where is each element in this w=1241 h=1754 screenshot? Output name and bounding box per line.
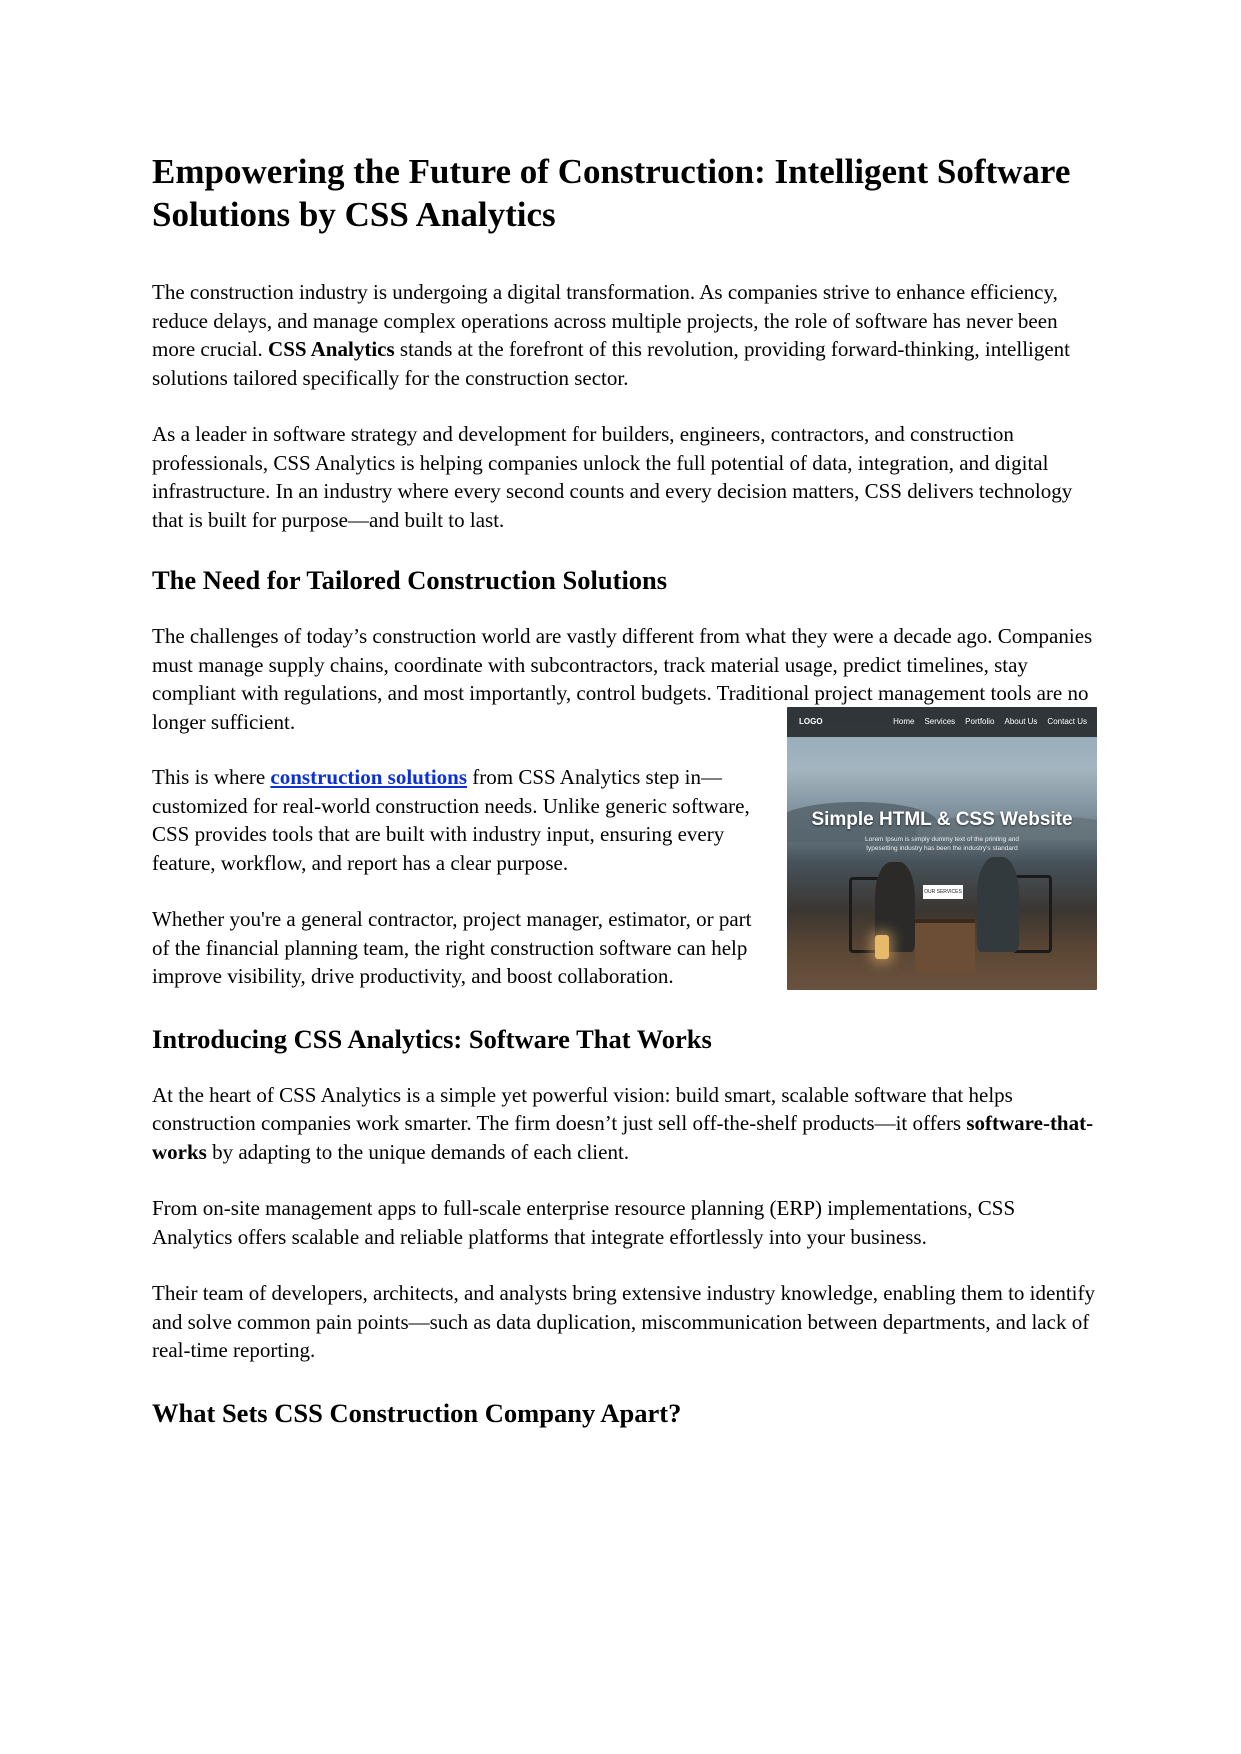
image-menu-item: Contact Us xyxy=(1047,717,1087,726)
section1-p2-text-after: from CSS Analytics step in—customized for real-world construction needs. Unlike generic software, CSS provides tools that are built with industry input, ensuring every feature, workflow, and report has a clear purpose. xyxy=(152,765,750,875)
section2-paragraph-3: Their team of developers, architects, and analysts bring extensive industry knowledge, enabling them to identify and solve common pain points—such as data duplication, miscommunication between departments, and lack of real-time reporting. xyxy=(152,1281,1095,1362)
image-table xyxy=(915,919,975,973)
construction-solutions-link[interactable]: construction solutions xyxy=(270,765,468,789)
intro-p1-text-after: stands at the forefront of this revolution, providing forward-thinking, intelligent solutions tailored specifically for the construction sector. xyxy=(152,337,1071,390)
section1-p2-text-before: This is where xyxy=(152,765,271,789)
intro-p1-bold: CSS Analytics xyxy=(268,337,395,361)
section2-paragraph-1 xyxy=(152,1081,1097,1167)
image-services-button: OUR SERVICES xyxy=(923,885,963,899)
website-preview-image xyxy=(787,707,1097,990)
image-menu-item: Portfolio xyxy=(965,717,995,726)
image-navbar xyxy=(787,707,1097,737)
section2-p1-text-before: At the heart of CSS Analytics is a simple yet powerful vision: build smart, scalable software that helps construction companies work smarter. The firm doesn’t just sell off-the-shelf products—it offers xyxy=(152,1082,1013,1135)
section2-paragraph-2: From on-site management apps to full-scale enterprise resource planning (ERP) implementations, CSS Analytics offers scalable and reliable platforms that integrate effortlessly into your business. xyxy=(152,1196,1016,1249)
section1-paragraph-3: Whether you're a general contractor, project manager, estimator, or part of the financial planning team, the right construction software can help improve visibility, drive productivity, and boost collaboration. xyxy=(152,907,752,988)
intro-paragraph-1 xyxy=(152,278,1097,392)
intro-p1-text-before: The construction industry is undergoing a digital transformation. As companies strive to enhance efficiency, reduce delays, and manage complex operations across multiple projects, the role of software has never been more crucial. xyxy=(152,280,1058,361)
intro-paragraph-2: As a leader in software strategy and development for builders, engineers, contractors, and construction professionals, CSS Analytics is helping companies unlock the full potential of data, integration, and digital infrastructure. In an industry where every second counts and every decision matters, CSS delivers technology that is built for purpose—and built to last. xyxy=(152,422,1073,532)
section-heading-tailored: The Need for Tailored Construction Solutions xyxy=(152,565,668,595)
section-heading-apart: What Sets CSS Construction Company Apart? xyxy=(152,1397,682,1428)
image-headline: Simple HTML & CSS Website xyxy=(811,809,1073,830)
document-page xyxy=(152,150,1097,1455)
image-menu-item: Services xyxy=(924,717,956,726)
page-title: Empowering the Future of Construction: Intelligent Software Solutions by CSS Analytics xyxy=(152,152,1071,234)
section-heading-introducing: Introducing CSS Analytics: Software That Works xyxy=(152,1023,712,1054)
image-menu-item: Home xyxy=(893,717,915,726)
image-lantern xyxy=(875,935,889,959)
section2-p1-bold: software-that-works xyxy=(152,1111,1094,1164)
image-person xyxy=(977,857,1019,952)
image-menu-item: About Us xyxy=(1004,717,1038,726)
image-subtitle: Lorem Ipsum is simply dummy text of the printing and typesetting industry has been the industry's standard xyxy=(865,836,1019,852)
image-menu xyxy=(893,717,1087,726)
section2-p1-text-after: by adapting to the unique demands of each client. xyxy=(206,1139,630,1164)
image-logo: LOGO xyxy=(799,717,823,726)
section1-p1-text: The challenges of today’s construction world are vastly different from what they were a decade ago. Companies must manage supply chains, coordinate with subcontractors, track material usage, predict timelines, stay compliant with regulations, and most importantly, control budgets. Traditional project management tools are no longer sufficient. xyxy=(152,624,1093,734)
